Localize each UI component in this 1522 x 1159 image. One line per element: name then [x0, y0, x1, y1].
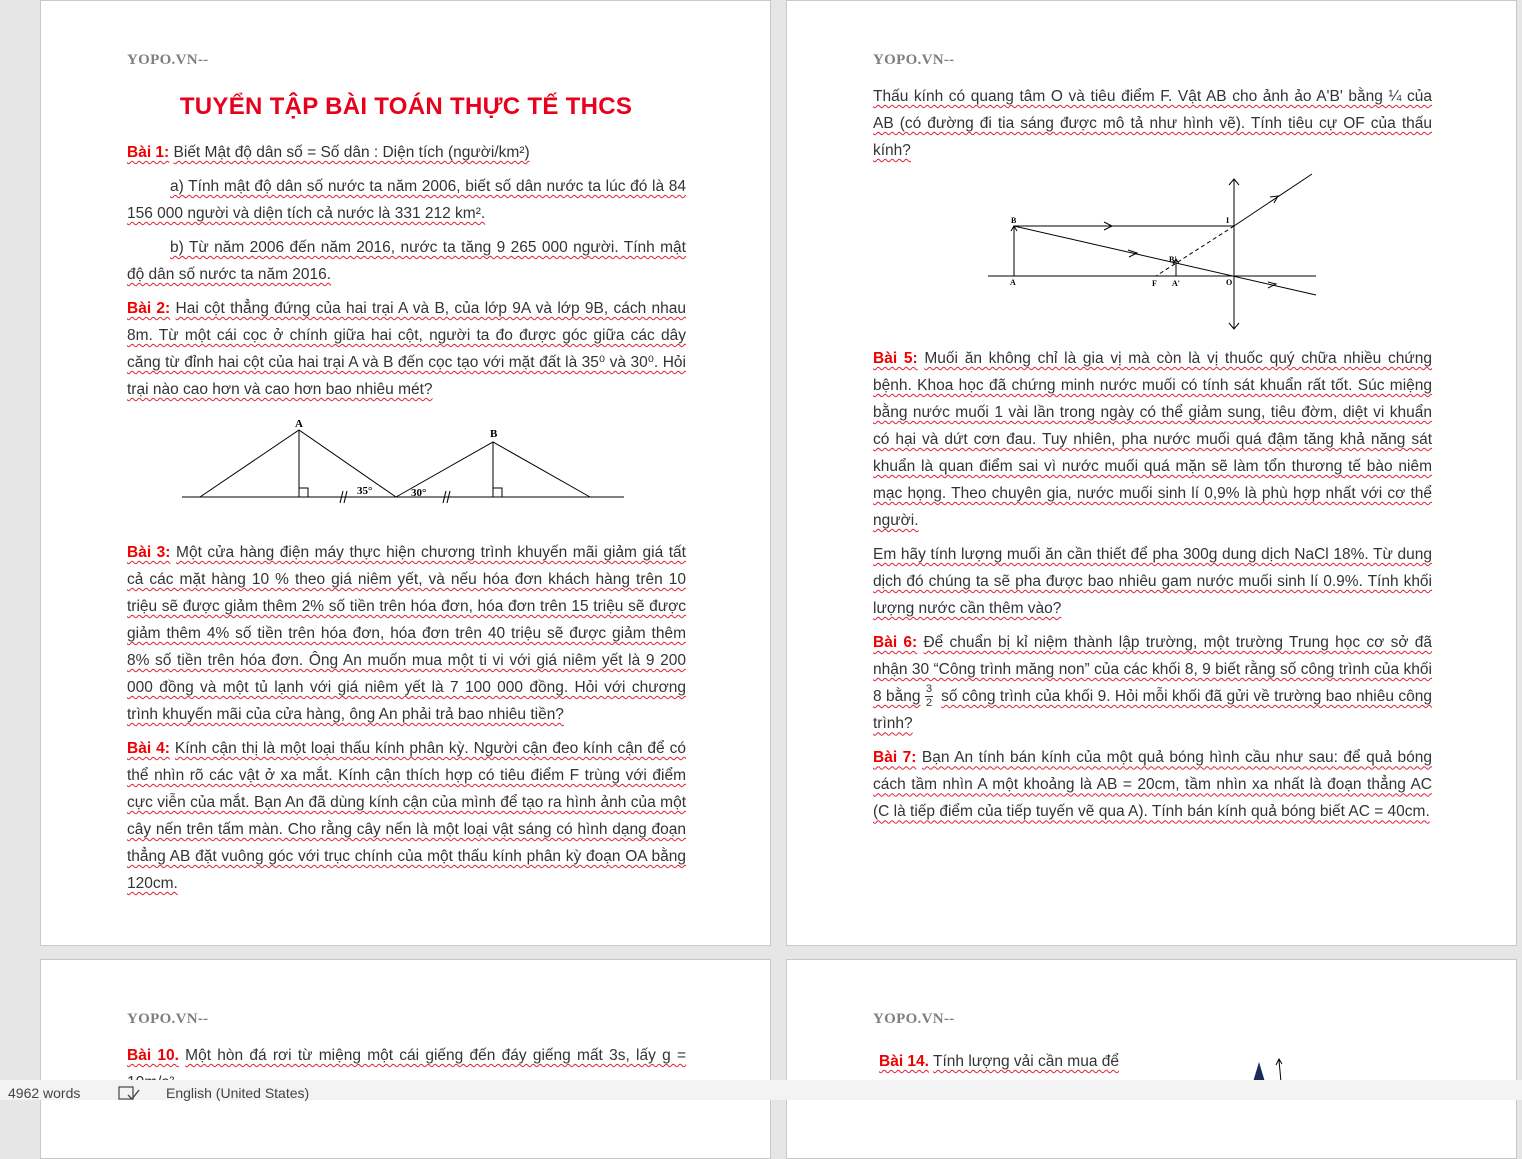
- problem-10-label: Bài 10.: [127, 1047, 179, 1064]
- problem-2-text: Hai cột thẳng đứng của hai trại A và B, của lớp 9A và lớp 9B, cách nhau 8m. Từ một cái cọc ở chính giữa hai cột, người ta đo được góc giữa các dây căng từ đỉnh hai cột của hai trại A và B đến cọc tạo với mặt đất là 35⁰ và 30⁰. Hỏi trại nào cao hơn và cao hơn bao nhiêu mét?: [127, 300, 686, 398]
- problem-1-text: Biết Mật độ dân số = Số dân : Diện tích (người/km²): [173, 144, 530, 161]
- problem-5-label: Bài 5:: [873, 350, 918, 367]
- page-1: [40, 0, 771, 946]
- problem-14: [879, 1048, 1179, 1075]
- problem-1: [127, 139, 686, 166]
- problem-10-text: Một hòn đá rơi từ miệng một cái giếng đến đáy giếng mất 3s, lấy g =: [185, 1047, 686, 1064]
- problem-7: [873, 744, 1432, 825]
- problem-5-text: Muối ăn không chỉ là gia vị mà còn là vị thuốc quý chữa nhiều chứng bệnh. Khoa học đã chứng minh nước muối có tính sát khuẩn rất tốt. Súc miệng bằng nước muối 1 vài lần trong ngày có thể giảm sung, tiêu đờm, diệt vi khuẩn có hại và dứt cơn đau. Tuy nhiên, pha nước muối quá đậm tăng khả năng sát khuẩn là quan điểm sai vì nước muối quá mặn sẽ làm tổn thương tế bào niêm mạc họng. Theo chuyên gia, nước muối sinh lí 0,9% là phù hợp nhất với cơ thể người.: [873, 350, 1433, 529]
- page-4: [786, 959, 1517, 1159]
- label-o: O: [1225, 278, 1232, 287]
- problem-6-text: Để chuẩn bị kỉ niệm thành lập trường, một trường Trung học cơ sở đã nhận 30 “Công trình măng non” của các khối 8, 9 biết rằng số công trình của khối 8 bằng: [873, 634, 1433, 705]
- tent-poles-figure: [182, 417, 632, 517]
- problem-2: [127, 295, 686, 403]
- proofing-icon[interactable]: [118, 1086, 140, 1100]
- problem-4-text: Kính cận thị là một loại thấu kính phân kỳ. Người cận đeo kính cận để có thể nhìn rõ các vật ở xa mắt. Kính cận thích hợp có tiêu điểm F trùng với điểm cực viễn của mắt. Bạn An đã dùng kính cận của mình để tạo ra hình ảnh của một cây nến trên tấm màn. Cho rằng cây nến là một loại vật sáng có hình dạng đoạn thẳng AB đặt vuông góc với trục chính của một thấu kính phân kỳ đoạn OA bằng 120cm.: [127, 740, 686, 892]
- word-count[interactable]: 4962 words: [8, 1085, 81, 1101]
- page-header: YOPO.VN--: [127, 1011, 209, 1027]
- problem-7-label: Bài 7:: [873, 749, 917, 767]
- language-indicator[interactable]: English (United States): [166, 1085, 310, 1101]
- label-a: A: [1009, 278, 1016, 287]
- problem-2-label: Bài 2:: [127, 300, 171, 317]
- label-f: F: [1151, 279, 1157, 288]
- page-2: [786, 0, 1517, 946]
- page-2-body: [873, 83, 1432, 832]
- figure-angle-30: 30°: [410, 487, 426, 499]
- document-title: TUYỂN TẬP BÀI TOÁN THỰC TẾ THCS: [179, 93, 633, 120]
- figure-label-b: B: [489, 428, 497, 440]
- label-b-prime: B': [1168, 255, 1177, 264]
- figure-label-a: A: [294, 418, 303, 430]
- page-header: YOPO.VN--: [873, 1011, 955, 1027]
- problem-1-part-a: a) Tính mật độ dân số nước ta năm 2006, biết số dân nước ta lúc đó là 84 156 000 người và diện tích cả nước là 331 212 km².: [127, 178, 686, 222]
- problem-6: [873, 629, 1432, 737]
- problem-5-question: Em hãy tính lượng muối ăn cần thiết để pha 300g dung dịch NaCl 18%. Từ dung dịch đó chúng ta sẽ pha được bao nhiêu gam nước muối sinh lí 0.9%. Tính khối lượng nước cần thêm vào?: [873, 546, 1432, 617]
- problem-5: [873, 345, 1432, 534]
- page-3: [40, 959, 771, 1159]
- problem-1-label: Bài 1:: [127, 144, 170, 161]
- problem-1-part-b: b) Từ năm 2006 đến năm 2016, nước ta tăng 9 265 000 người. Tính mật độ dân số nước ta năm 2016.: [127, 239, 686, 283]
- page-1-body: [127, 139, 686, 904]
- problem-3: [127, 539, 686, 728]
- label-b: B: [1010, 216, 1016, 225]
- problem-4-label: Bài 4:: [127, 740, 170, 757]
- page-4-body: [879, 1048, 1179, 1082]
- figure-angle-35: 35°: [356, 485, 372, 497]
- problem-14-label: Bài 14.: [879, 1053, 929, 1070]
- problem-7-text: Bạn An tính bán kính của một quả bóng hình cầu như sau: để quả bóng cách tầm nhìn A một khoảng là AB = 20cm, tầm nhìn xa nhất là đoạn thẳng AC (C là tiếp điểm của tiếp tuyến vẽ qua A). Tính bán kính quả bóng biết AC = 40cm.: [873, 749, 1432, 821]
- problem-3-label: Bài 3:: [127, 544, 171, 561]
- fraction-denominator: 2: [925, 697, 933, 710]
- problem-6-label: Bài 6:: [873, 634, 918, 651]
- label-a-prime: A': [1171, 279, 1180, 288]
- status-bar: [0, 1080, 1522, 1100]
- page-header: YOPO.VN--: [127, 52, 209, 68]
- problem-6-text-2: số công trình của khối 9. Hỏi mỗi khối đã gửi về trường bao nhiêu công trình?: [873, 688, 1433, 733]
- problem-4-continued: Thấu kính có quang tâm O và tiêu điểm F. Vật AB cho ảnh ảo A'B' bằng ¼ của AB (có đường đi tia sáng được mô tả như hình vẽ). Tính tiêu cự OF của thấu kính?: [873, 88, 1432, 159]
- problem-3-text: Một cửa hàng điện máy thực hiện chương trình khuyến mãi giảm giá tất cả các mặt hàng 10 % theo giá niêm yết, và nếu hóa đơn khách hàng trên 10 triệu sẽ được giảm thêm 2% số tiền trên hóa đơn, hóa đơn trên 15 triệu sẽ được giảm thêm 4% số tiền trên hóa đơn, hóa đơn trên 40 triệu sẽ được giảm thêm 8% số tiền trên hóa đơn. Ông An muốn mua một ti vi với giá niêm yết là 9 200 000 đồng và một tủ lạnh với giá niêm yết là 7 100 000 đồng. Hỏi với chương trình khuyến mãi của cửa hàng, ông An phải trả bao nhiêu tiền?: [127, 544, 686, 723]
- page-header: YOPO.VN--: [873, 52, 955, 68]
- label-i: I: [1225, 216, 1229, 225]
- fraction-numerator: 3: [925, 683, 933, 696]
- problem-14-text: Tính lượng vải cần mua để: [933, 1053, 1119, 1070]
- problem-4: [127, 735, 686, 897]
- lens-ray-diagram: [988, 171, 1318, 331]
- fraction: [925, 683, 933, 710]
